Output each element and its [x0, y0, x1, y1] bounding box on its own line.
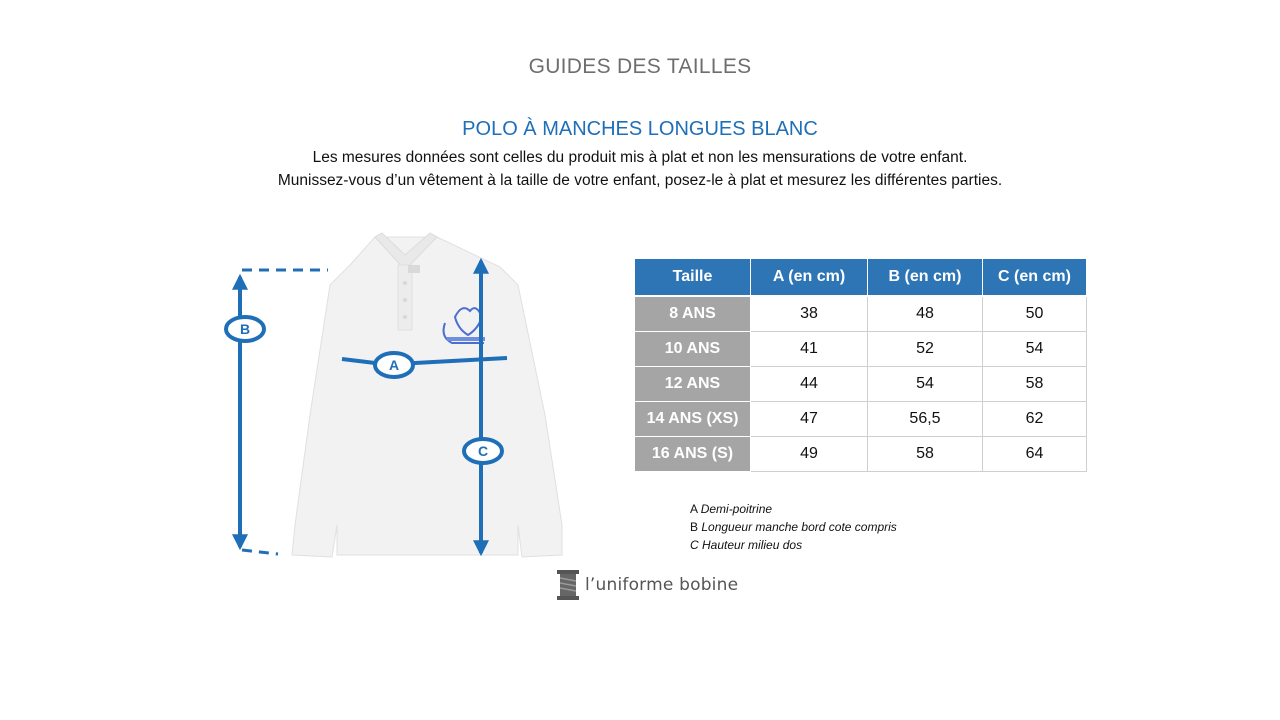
value-a: 44: [751, 367, 868, 402]
label-c: C: [477, 443, 489, 459]
value-c: 54: [983, 332, 1087, 367]
label-a: A: [388, 357, 400, 373]
intro-line-1: Les mesures données sont celles du produit mis à plat et non les mensurations de votre enfant.: [312, 149, 968, 166]
measurement-legend: [690, 500, 897, 554]
table-header-row: [635, 259, 1087, 297]
legend-key: B: [690, 520, 699, 534]
label-b: B: [239, 321, 251, 337]
legend-key: C: [690, 538, 699, 552]
size-cell: 12 ANS: [635, 367, 751, 402]
page-title: GUIDES DES TAILLES: [528, 55, 752, 78]
table-row: [635, 437, 1087, 472]
value-c: 58: [983, 367, 1087, 402]
value-c: 62: [983, 402, 1087, 437]
brand-logo: [555, 568, 738, 602]
intro-text: [0, 146, 1280, 192]
legend-text: Demi-poitrine: [700, 502, 773, 516]
polo-measurement-diagram: [200, 225, 600, 575]
size-cell: 10 ANS: [635, 332, 751, 367]
size-table: [634, 258, 1087, 472]
polo-shirt-image: [292, 233, 562, 557]
table-row: [635, 332, 1087, 367]
size-cell: 8 ANS: [635, 296, 751, 332]
header-b: B (en cm): [868, 259, 983, 297]
brand-name: l’uniforme bobine: [585, 575, 739, 595]
bobbin-icon: [555, 568, 581, 602]
intro-line-2: Munissez-vous d’un vêtement à la taille de votre enfant, posez-le à plat et mesurez les différentes parties.: [277, 172, 1003, 189]
value-b: 54: [868, 367, 983, 402]
header-a: A (en cm): [751, 259, 868, 297]
header-c: C (en cm): [983, 259, 1087, 297]
value-a: 41: [751, 332, 868, 367]
product-title: POLO À MANCHES LONGUES BLANC: [462, 118, 818, 140]
legend-item-c: [690, 536, 897, 554]
size-cell: 16 ANS (S): [635, 437, 751, 472]
value-a: 38: [751, 296, 868, 332]
table-row: [635, 402, 1087, 437]
table-row: [635, 367, 1087, 402]
value-b: 56,5: [868, 402, 983, 437]
legend-text: Hauteur milieu dos: [702, 538, 803, 552]
legend-item-b: [690, 518, 897, 536]
value-b: 48: [868, 296, 983, 332]
legend-text: Longueur manche bord cote compris: [701, 520, 897, 534]
header-taille: Taille: [635, 259, 751, 297]
table-row: [635, 296, 1087, 332]
size-cell: 14 ANS (XS): [635, 402, 751, 437]
value-a: 47: [751, 402, 868, 437]
value-a: 49: [751, 437, 868, 472]
value-c: 64: [983, 437, 1087, 472]
legend-key: A: [690, 502, 698, 516]
value-c: 50: [983, 296, 1087, 332]
value-b: 52: [868, 332, 983, 367]
value-b: 58: [868, 437, 983, 472]
legend-item-a: [690, 500, 897, 518]
